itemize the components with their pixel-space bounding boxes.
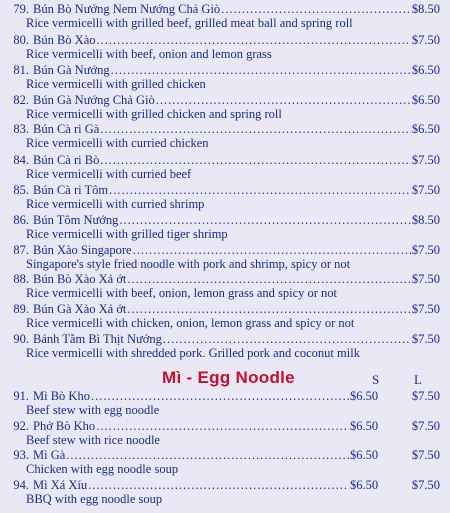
leader-dots [109,183,411,197]
item-number: 81. [13,63,29,77]
menu-item-82 [6,93,440,121]
price-small: $6.50 [350,448,379,462]
item-name: Bún Cà ri Bò [33,153,100,167]
item-name: Mì Bò Kho [33,389,90,403]
leader-dots [163,332,411,346]
section-header [0,368,450,390]
item-number: 94. [13,478,29,492]
leader-dots [127,302,410,316]
item-name: Bánh Tằm Bì Thịt Nướng [33,332,162,346]
item-name: Bún Tôm Nướng [33,213,119,227]
item-description: Rice vermicelli with curried shrimp [26,197,205,211]
menu-item-89 [6,302,440,330]
leader-dots [119,213,410,227]
item-description: Singapore's style fried noodle with pork and shrimp, spicy or not [26,257,351,271]
menu-item-80 [6,33,440,61]
menu-item-86 [6,213,440,241]
leader-dots [133,243,411,257]
item-number: 83. [13,122,29,136]
section-title: Mì - Egg Noodle [162,368,295,387]
item-price: $6.50 [411,63,440,77]
item-price: $7.50 [411,272,440,286]
item-number: 85. [13,183,29,197]
menu-item-87 [6,243,440,271]
item-number: 80. [13,33,29,47]
price-small: $6.50 [350,478,379,492]
item-number: 88. [13,272,29,286]
size-large-header: L [414,372,422,387]
item-number: 86. [13,213,29,227]
item-name: Bún Bò Xào Xả ớt [33,272,127,286]
item-name: Bún Cà ri Tôm [33,183,109,197]
item-name: Bún Bò Xào [33,33,96,47]
item-description: Rice vermicelli with beef, onion, lemon grass and spicy or not [26,286,338,300]
item-description: Beef stew with rice noodle [26,433,160,447]
item-description: Rice vermicelli with grilled chicken and spring roll [26,107,282,121]
leader-dots [156,93,411,107]
item-description: BBQ with egg noodle soup [26,492,163,506]
item-description: Rice vermicelli with grilled tiger shrimp [26,227,228,241]
item-name: Bún Gà Nướng Chả Giò [33,93,155,107]
item-price: $6.50 [411,93,440,107]
item-number: 87. [13,243,29,257]
leader-dots [100,153,411,167]
price-large: $7.50 [411,478,440,492]
leader-dots [91,389,349,403]
item-number: 91. [13,389,29,403]
item-description: Chicken with egg noodle soup [26,462,179,476]
item-description: Beef stew with egg noodle [26,403,160,417]
item-name: Phở Bò Kho [33,419,96,433]
item-number: 93. [13,448,29,462]
leader-dots [66,448,349,462]
item-price: $8.50 [411,213,440,227]
item-description: Rice vermicelli with beef, onion and lemon grass [26,47,272,61]
leader-dots [100,122,411,136]
menu-item-84 [6,153,440,181]
item-number: 82. [13,93,29,107]
item-number: 79. [13,2,29,16]
leader-dots [221,2,411,16]
item-price: $7.50 [411,183,440,197]
item-number: 90. [13,332,29,346]
item-name: Bún Gà Xào Xả ớt [33,302,127,316]
size-small-header: S [372,372,380,387]
item-number: 84. [13,153,29,167]
menu-item-85 [6,183,440,211]
item-description: Rice vermicelli with grilled chicken [26,77,206,91]
item-name: Bún Bò Nướng Nem Nướng Chả Giò [33,2,221,16]
menu-item-79 [6,2,440,30]
noodle-item-93 [6,448,440,476]
item-description: Rice vermicelli with curried beef [26,167,192,181]
item-price: $7.50 [411,332,440,346]
item-price: $7.50 [411,302,440,316]
item-price: $7.50 [411,243,440,257]
price-large: $7.50 [411,448,440,462]
menu-item-88 [6,272,440,300]
item-description: Rice vermicelli with curried chicken [26,136,209,150]
noodle-item-91 [6,389,440,417]
item-name: Bún Cà ri Gà [33,122,100,136]
item-price: $8.50 [411,2,440,16]
leader-dots [111,63,411,77]
item-price: $7.50 [411,153,440,167]
item-description: Rice vermicelli with shredded pork. Grilled pork and coconut milk [26,346,360,360]
leader-dots [97,33,411,47]
item-name: Mì Gà [33,448,66,462]
menu-item-81 [6,63,440,91]
noodle-item-94 [6,478,440,506]
item-name: Mì Xá Xíu [33,478,88,492]
item-price: $7.50 [411,33,440,47]
item-description: Rice vermicelli with grilled beef, grilled meat ball and spring roll [26,16,353,30]
menu-item-90 [6,332,440,360]
price-small: $6.50 [350,419,379,433]
item-description: Rice vermicelli with chicken, onion, lemon grass and spicy or not [26,316,355,330]
leader-dots [88,478,349,492]
menu-item-83 [6,122,440,150]
noodle-item-92 [6,419,440,447]
item-number: 89. [13,302,29,316]
leader-dots [127,272,410,286]
price-large: $7.50 [411,389,440,403]
leader-dots [96,419,349,433]
item-name: Bún Xào Singapore [33,243,132,257]
price-large: $7.50 [411,419,440,433]
item-name: Bún Gà Nướng [33,63,110,77]
item-price: $6.50 [411,122,440,136]
item-number: 92. [13,419,29,433]
price-small: $6.50 [350,389,379,403]
